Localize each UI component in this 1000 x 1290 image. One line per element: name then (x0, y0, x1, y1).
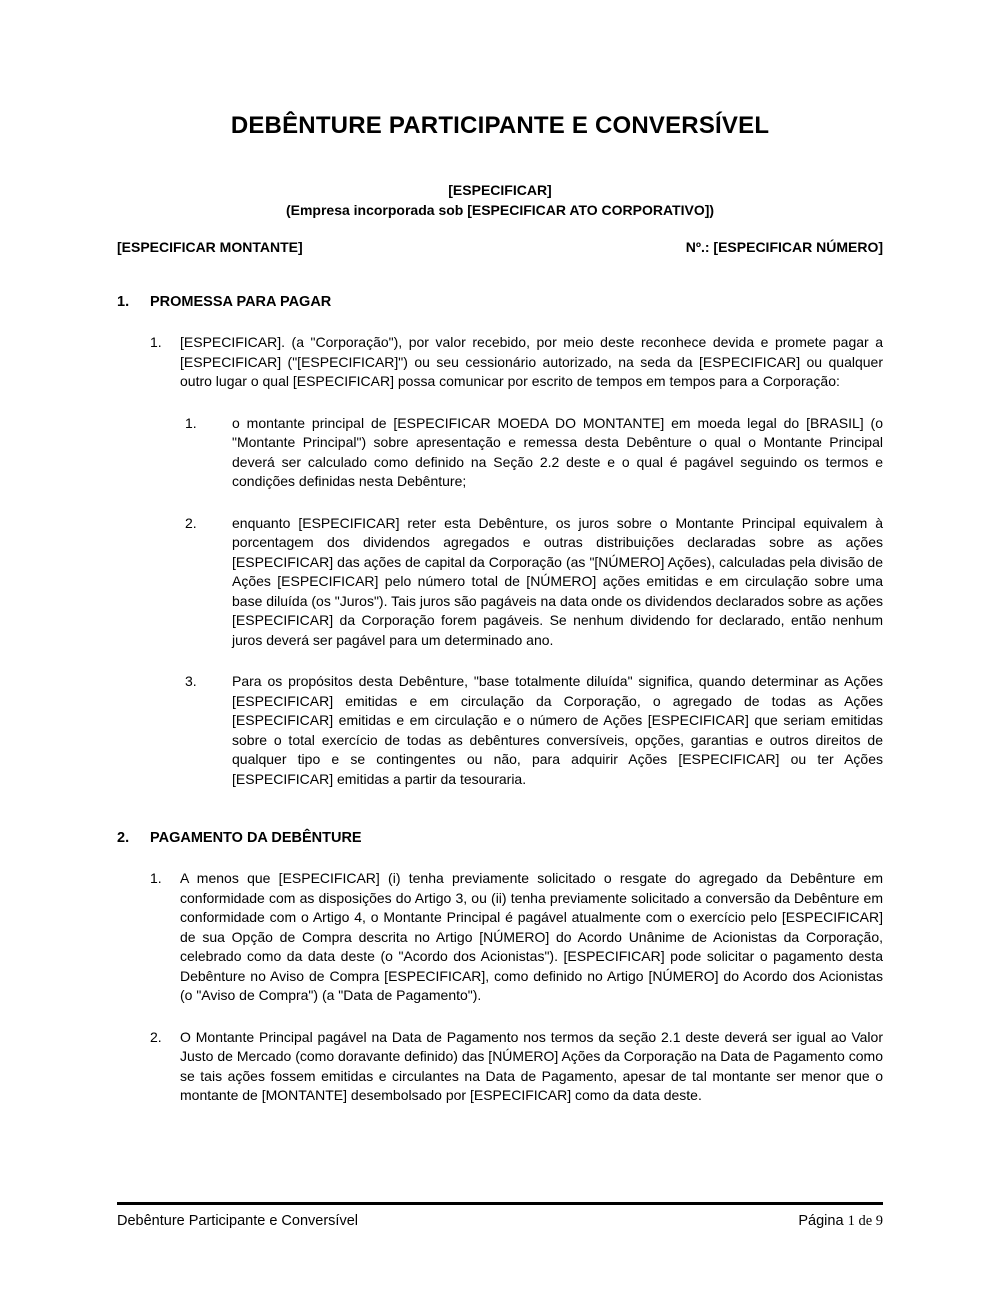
section-number: 2. (117, 830, 130, 846)
subtitle-incorporation: (Empresa incorporada sob [ESPECIFICAR ATO CORPORATIVO]) (285, 202, 715, 218)
page-footer (117, 1202, 883, 1230)
footer-divider (117, 1202, 883, 1205)
amount-field: [ESPECIFICAR MONTANTE] (117, 239, 303, 255)
footer-page-info: 1 de 9 (847, 1213, 883, 1229)
meta-row (117, 237, 883, 257)
sub-list-item-number: 3. (185, 673, 197, 689)
footer-row (117, 1212, 883, 1230)
sub-list-item (185, 414, 883, 492)
section (117, 293, 883, 789)
sub-list-item-text: enquanto [ESPECIFICAR] reter esta Debênture, os juros sobre o Montante Principal equivalem à porcentagem dos dividendos agregados e outras distribuições declaradas sobre as ações [ESPECIFICAR] das ações de capital da Corporação (as "[NÚMERO] Ações), calculadas pela divisão de Ações [ESPECIFICAR] pelo número total de [NÚMERO] ações emitidas e em circulação sobre uma base diluída (os "Juros"). Tais juros são pagáveis na data onde os dividendos declarados sobre as ações [ESPECIFICAR] da Corporação forem pagáveis. Se nenhum dividendo for declarado, então nenhum juros deverá ser pagável para um determinado ano. (232, 514, 883, 648)
sub-list-item (185, 514, 883, 651)
section-title: PAGAMENTO DA DEBÊNTURE (150, 830, 362, 846)
footer-page-number (798, 1212, 883, 1230)
subtitle-company: [ESPECIFICAR] (448, 182, 552, 198)
list-item-number: 1. (150, 870, 162, 886)
list-item-number: 2. (150, 1028, 162, 1045)
list-item-text: A menos que [ESPECIFICAR] (i) tenha previamente solicitado o resgate do agregado da Debênture em conformidade com as disposições do Artigo 3, ou (ii) tenha previamente solicitado a conversão da Debênture em conformidade com o Artigo 4, o Montante Principal é pagável atualmente com o exercício pelo [ESPECIFICAR] de sua Opção de Compra descrita no Artigo [NÚMERO] do Acordo Unânime de Acionistas da Corporação, celebrado como da data deste (o "Acordo dos Acionistas"). [ESPECIFICAR] pode solicitar o pagamento desta Debênture no Aviso de Compra [ESPECIFICAR], como definido no Artigo [NÚMERO] do Acordo dos Acionistas (o "Aviso de Compra") (a "Data de Pagamento"). (180, 870, 883, 1003)
sub-list-item-number: 2. (185, 514, 197, 531)
footer-page-label: Página (798, 1213, 844, 1229)
document-title: DEBÊNTURE PARTICIPANTE E CONVERSÍVEL (230, 112, 770, 139)
sub-list-item (185, 672, 883, 789)
section-heading (117, 829, 883, 847)
footer-document-title: Debênture Participante e Conversível (117, 1213, 358, 1229)
sub-list-item-number: 1. (185, 414, 197, 431)
list-item-text: O Montante Principal pagável na Data de Pagamento nos termos da seção 2.1 deste deverá ser igual ao Valor Justo de Mercado (como doravante definido) das [NÚMERO] Ações da Corporação na Data de Pagamento como se tais ações fossem emitidas e circulantes na Data de Pagamento, apesar de tal montante ser menor que o montante de [MONTANTE] desembolsado por [ESPECIFICAR] como da data deste. (180, 1028, 883, 1103)
sub-list-item-text: o montante principal de [ESPECIFICAR MOEDA DO MONTANTE] em moeda legal do [BRASIL] (o "Montante Principal") sobre apresentação e remessa desta Debênture o qual o Montante Principal deverá ser calculado como definido na Seção 2.2 deste e o qual é pagável seguindo os termos e condições definidas nesta Debênture; (232, 414, 883, 489)
section-heading (117, 293, 883, 311)
section-number: 1. (117, 294, 130, 310)
subtitle-block (117, 180, 883, 220)
document-body (117, 293, 883, 1106)
list-item (150, 1028, 883, 1106)
sub-list-item-text: Para os propósitos desta Debênture, "base totalmente diluída" significa, quando determinar as Ações [ESPECIFICAR] emitidas e em circulação da Corporação, o agregado de todas as Ações [ESPECIFICAR] emitidas e em circulação e o número de Ações [ESPECIFICAR] que seriam emitidas sobre o total exercício de todas as debêntures conversíveis, opções, garantias e outros direitos de qualquer tipo e se contingentes ou não, para adquirir Ações [ESPECIFICAR] ou ter Ações [ESPECIFICAR] emitidas a partir da tesouraria. (232, 673, 883, 787)
section-title: PROMESSA PARA PAGAR (150, 294, 332, 310)
list-item-text: [ESPECIFICAR]. (a "Corporação"), por valor recebido, por meio deste reconhece devida e promete pagar a [ESPECIFICAR] ("[ESPECIFICAR]") ou seu cessionário autorizado, na seda da [ESPECIFICAR] ou qualquer outro lugar o qual [ESPECIFICAR] possa comunicar por escrito de tempos em tempos para a Corporação: (180, 334, 883, 389)
list-item (150, 869, 883, 1006)
number-field: Nº.: [ESPECIFICAR NÚMERO] (685, 239, 883, 255)
list-item-number: 1. (150, 334, 162, 350)
list-item (150, 333, 883, 392)
section (117, 829, 883, 1106)
